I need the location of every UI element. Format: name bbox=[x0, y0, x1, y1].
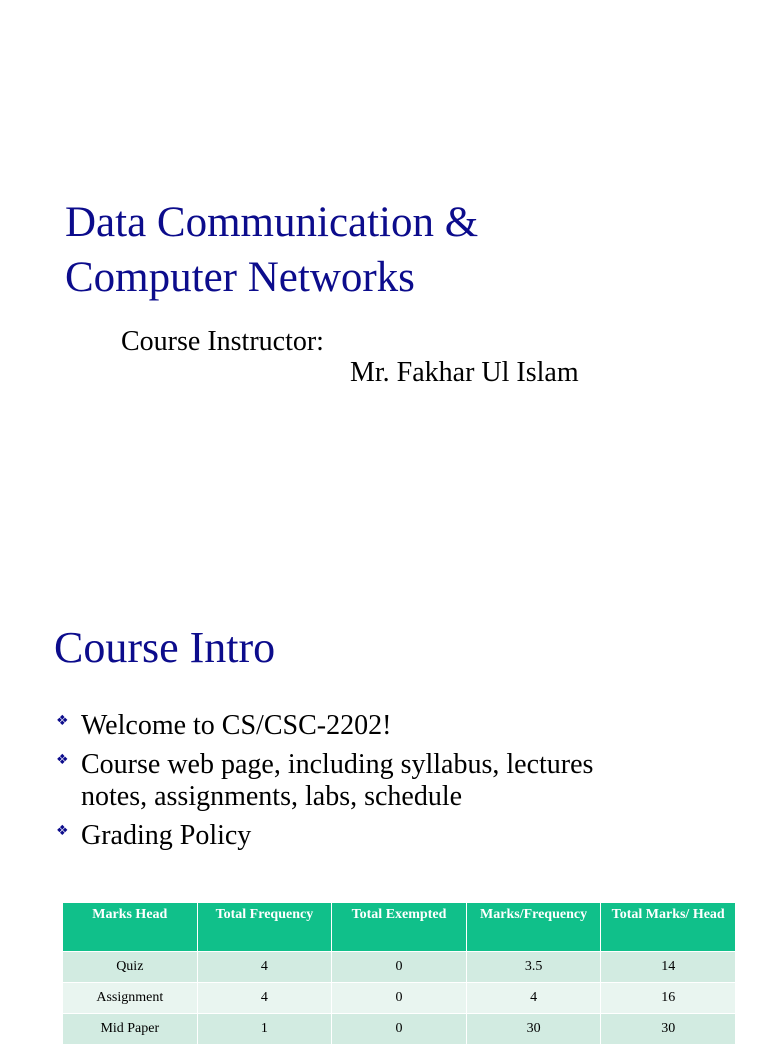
table-header-cell: Marks Head bbox=[63, 903, 198, 952]
bullet-item bbox=[54, 710, 734, 742]
table-cell: 0 bbox=[332, 983, 467, 1014]
diamond-bullet-icon: ❖ bbox=[56, 713, 69, 729]
bullet-list bbox=[54, 710, 734, 859]
instructor-name: Mr. Fakhar Ul Islam bbox=[350, 357, 579, 388]
table-cell: 30 bbox=[466, 1014, 601, 1045]
diamond-bullet-icon: ❖ bbox=[56, 823, 69, 839]
table-cell: 14 bbox=[601, 952, 736, 983]
table-header-cell: Total Frequency bbox=[197, 903, 332, 952]
table-cell: 4 bbox=[197, 952, 332, 983]
table-header-row bbox=[63, 903, 736, 952]
bullet-item bbox=[54, 749, 734, 813]
table-row bbox=[63, 1014, 736, 1045]
bullet-text: Course web page, including syllabus, lectures bbox=[81, 749, 594, 780]
table-cell: 3.5 bbox=[466, 952, 601, 983]
table-cell: 1 bbox=[197, 1014, 332, 1045]
slide-title bbox=[65, 195, 478, 305]
bullet-item bbox=[54, 820, 734, 852]
bullet-text: Grading Policy bbox=[81, 820, 252, 851]
table-cell: Assignment bbox=[63, 983, 198, 1014]
table-cell: 4 bbox=[466, 983, 601, 1014]
table-header-cell: Total Exempted bbox=[332, 903, 467, 952]
table-cell: 0 bbox=[332, 952, 467, 983]
course-intro-slide bbox=[0, 580, 768, 1036]
bullet-text: notes, assignments, labs, schedule bbox=[81, 781, 463, 812]
bullet-text: Welcome to CS/CSC-2202! bbox=[81, 710, 392, 741]
table-cell: 0 bbox=[332, 1014, 467, 1045]
table-cell: Mid Paper bbox=[63, 1014, 198, 1045]
table-header-cell: Marks/Frequency bbox=[466, 903, 601, 952]
slide-title-line: Data Communication & bbox=[65, 199, 479, 246]
table-row bbox=[63, 952, 736, 983]
table-row bbox=[63, 983, 736, 1014]
diamond-bullet-icon: ❖ bbox=[56, 752, 69, 768]
table-cell: 16 bbox=[601, 983, 736, 1014]
table-header-cell: Total Marks/ Head bbox=[601, 903, 736, 952]
table-cell: Quiz bbox=[63, 952, 198, 983]
slide-title-line: Computer Networks bbox=[65, 254, 415, 301]
table-cell: 30 bbox=[601, 1014, 736, 1045]
instructor-label: Course Instructor: bbox=[121, 326, 324, 357]
slide-heading: Course Intro bbox=[54, 623, 276, 672]
table-cell: 4 bbox=[197, 983, 332, 1014]
